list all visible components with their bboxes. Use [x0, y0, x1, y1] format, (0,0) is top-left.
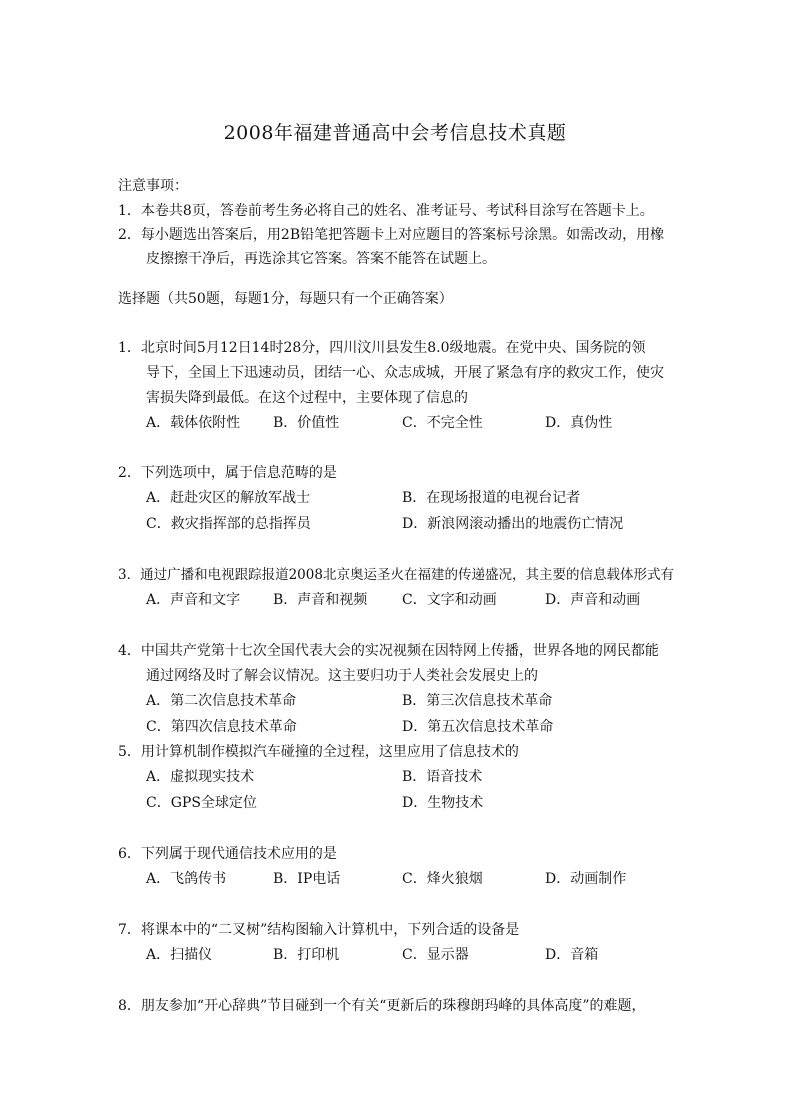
page-title: 2008年福建普通高中会考信息技术真题 [223, 122, 567, 144]
question-4-option-b: B．第三次信息技术革命 [402, 693, 553, 709]
question-6-line-1: 6．下列属于现代通信技术应用的是 [118, 846, 337, 862]
question-6-option-c: C．烽火狼烟 [402, 871, 483, 887]
question-6-option-b: B．IP电话 [273, 871, 341, 887]
question-2-option-d: D．新浪网滚动播出的地震伤亡情况 [402, 516, 624, 532]
question-5-option-c: C．GPS全球定位 [146, 795, 257, 811]
question-1-option-c: C．不完全性 [402, 415, 483, 431]
notice-item-1: 1．本卷共8页，答卷前考生务必将自己的姓名、准考证号、考试科目涂写在答题卡上。 [118, 203, 654, 219]
question-4-option-d: D．第五次信息技术革命 [402, 719, 554, 735]
question-6-option-a: A．飞鸽传书 [146, 871, 227, 887]
question-1-line-3: 害损失降到最低。在这个过程中，主要体现了信息的 [146, 390, 468, 406]
section-heading: 选择题（共50题，每题1分，每题只有一个正确答案） [118, 291, 453, 307]
question-7-line-1: 7．将课本中的“二叉树”结构图输入计算机中，下列合适的设备是 [118, 922, 520, 938]
question-3-option-b: B．声音和视频 [273, 592, 368, 608]
question-1-option-d: D．真伪性 [545, 415, 613, 431]
question-8-line-1: 8．朋友参加“开心辞典”节目碰到一个有关“更新后的珠穆朗玛峰的具体高度”的难题， [118, 998, 646, 1014]
question-4-option-c: C．第四次信息技术革命 [146, 719, 297, 735]
question-3-option-a: A．声音和文字 [146, 592, 241, 608]
question-2-option-a: A．赶赴灾区的解放军战士 [146, 490, 311, 506]
question-1-option-b: B．价值性 [273, 415, 340, 431]
question-7-option-b: B．打印机 [273, 947, 340, 963]
notice-heading: 注意事项： [118, 178, 188, 194]
question-5-option-a: A．虚拟现实技术 [146, 769, 255, 785]
question-2-option-b: B．在现场报道的电视台记者 [402, 490, 581, 506]
question-3-option-c: C．文字和动画 [402, 592, 497, 608]
question-2-line-1: 2．下列选项中，属于信息范畴的是 [118, 465, 337, 481]
question-2-option-c: C．救灾指挥部的总指挥员 [146, 516, 311, 532]
notice-item-2: 2．每小题选出答案后，用2B铅笔把答题卡上对应题目的答案标号涂黑。如需改动，用橡 [118, 227, 665, 243]
question-5-line-1: 5．用计算机制作模拟汽车碰撞的全过程，这里应用了信息技术的 [118, 744, 519, 760]
question-4-line-1: 4．中国共产党第十七次全国代表大会的实况视频在因特网上传播，世界各地的网民都能 [118, 643, 659, 659]
question-3-line-1: 3．通过广播和电视跟踪报道2008北京奥运圣火在福建的传递盛况，其主要的信息载体形式有 [118, 567, 674, 583]
question-5-option-b: B．语音技术 [402, 769, 483, 785]
question-4-option-a: A．第二次信息技术革命 [146, 693, 297, 709]
question-1-line-2: 导下，全国上下迅速动员，团结一心、众志成城，开展了紧急有序的救灾工作，使灾 [146, 365, 664, 381]
question-1-line-1: 1．北京时间5月12日14时28分，四川汶川县发生8.0级地震。在党中央、国务院的领 [118, 340, 646, 356]
question-3-option-d: D．声音和动画 [545, 592, 641, 608]
question-1-option-a: A．载体依附性 [146, 415, 241, 431]
question-5-option-d: D．生物技术 [402, 795, 484, 811]
question-4-line-2: 通过网络及时了解会议情况。这主要归功于人类社会发展史上的 [146, 668, 538, 684]
notice-item-2-cont: 皮擦擦干净后，再选涂其它答案。答案不能答在试题上。 [146, 251, 496, 267]
question-6-option-d: D．动画制作 [545, 871, 627, 887]
question-7-option-a: A．扫描仪 [146, 947, 213, 963]
question-7-option-d: D．音箱 [545, 947, 599, 963]
question-7-option-c: C．显示器 [402, 947, 469, 963]
